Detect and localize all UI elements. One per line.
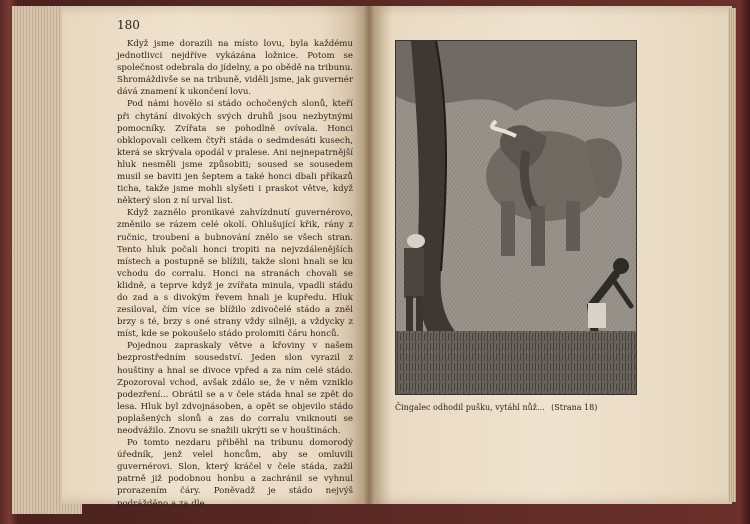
paragraph: Pod námi hovělo si stádo ochočených slonů, kteří při chytání divokých svých druhů jsou nezbytnými pomocníky. Zvířata se pohodlně ovívala. Honci obklopovali celkem čtyři stáda o sedmdesáti kusech, která se skrývala opodál v pralese. Ani nejnepatrnější hluk nesměli jsme způsobiti; soused se sousedem musil se baviti jen šeptem a také honci dbali příkazů ticha, takže jsme mohli slyšeti i praskot větve, když některý slon z ní urval list. (117, 99, 353, 207)
illustration-drawing (396, 41, 636, 394)
caption-page-reference: (Strana 18) (551, 403, 598, 412)
paragraph: Když jsme dorazili na místo lovu, byla každému jednotlivci nejdříve vykázána ložnice. Potom se společnost odebrala do jídelny, a po obědě na tribunu. Shromáždivše se na tribuně, viděli jsme, jak guvernér dává znamení k ukončení lovu. (117, 39, 353, 98)
left-page-text (117, 38, 353, 510)
paragraph: Pojednou zapraskaly větve a křoviny v našem bezprostředním sousedství. Jeden slon vyrazil z houštiny a hnal se divoce vpřed a za ním celé stádo. Zpozoroval vchod, avšak zdálo se, že v něm vzniklo podezření... Obrátil se a v čele stáda hnal se zpět do lesa. Hluk byl zdvojnásoben, a opět se objevilo stádo poplašených slonů a zas do corralu vniknouti se neodvážilo. Znovu se snažili ukrýti se v houštinách. (117, 341, 353, 436)
paragraph: Po tomto nezdaru přiběhl na tribunu domorodý úředník, jenž velel honcům, aby se omluvili guvernérovi. Slon, který kráčel v čele stáda, zažil patrně již podobnou honbu a zachránil se vyhnul prorazením čáry. Poněvadž je stádo nejvýš podrážděno a za dle (117, 438, 353, 509)
book-gutter (362, 6, 376, 504)
elephant-illustration (395, 40, 637, 395)
paragraph: Když zaznělo pronikavé zahvízdnutí guvernérovo, změnilo se rázem celé okolí. Ohlušující křik, rány z ručnic, troubení a bubnování znělo se všech stran. Tento hluk počali honci tropiti na nejvzdálenějších místech a postupně se blížili, takže sloni hnali se ku vchodu do corralu. Honci na stranách chovali se klidně, a teprve když je zvířata minula, vpadli stádu do zad a s divokým řevem hnali je kupředu. Hluk zesiloval, čím více se blížilo zdivočelé stádo a zněl brzy s té, brzy s oné strany vždy silněji, a vždycky z míst, kde se pokoušelo stádo prolomiti čáru honců. (117, 208, 353, 340)
caption-text: Čingalec odhodil pušku, vytáhl nůž... (395, 403, 545, 412)
right-page-edges (728, 8, 736, 502)
page-number: 180 (117, 18, 140, 32)
illustration-caption (395, 403, 641, 412)
